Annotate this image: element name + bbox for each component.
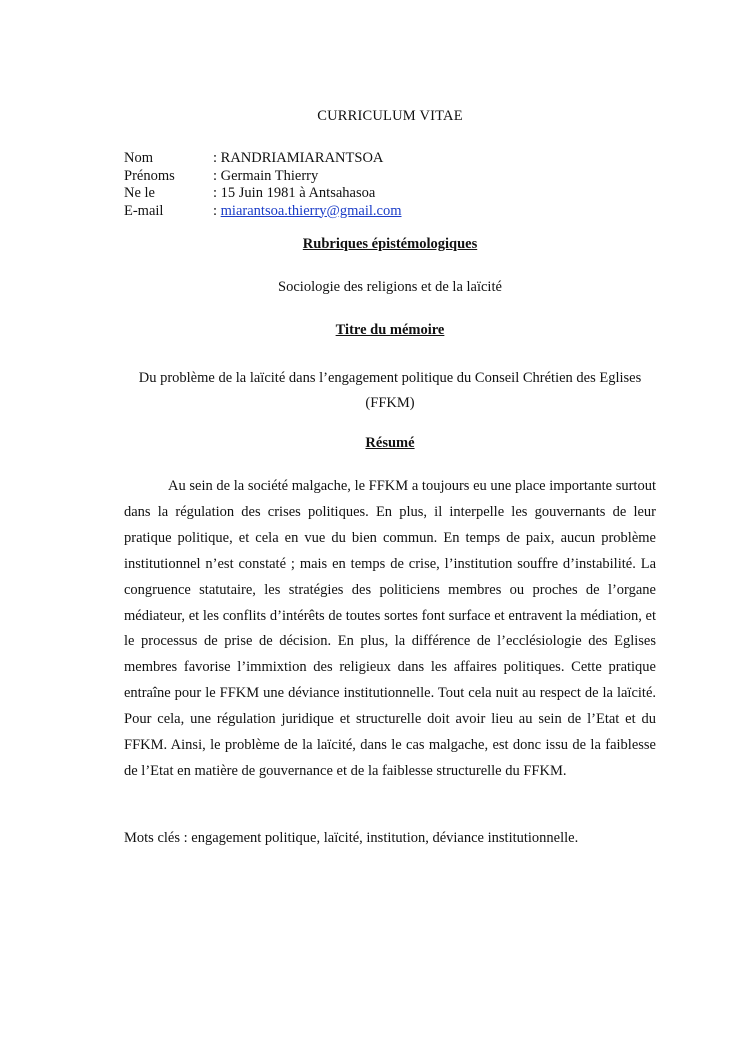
email-link[interactable]: miarantsoa.thierry@gmail.com: [220, 202, 402, 219]
identity-value: : Germain Thierry: [213, 167, 319, 184]
identity-label: Prénoms: [124, 167, 175, 184]
email-value: [213, 203, 402, 221]
identity-row-prenoms: [124, 168, 656, 186]
rubriques-heading-text: Rubriques épistémologiques: [302, 236, 478, 252]
identity-row-email: [124, 203, 656, 221]
email-prefix: :: [213, 202, 221, 219]
resume-heading: [124, 435, 656, 452]
identity-value: : RANDRIAMIARANTSOA: [213, 150, 384, 166]
memoire-heading-text: Titre du mémoire: [335, 322, 445, 338]
rubriques-heading: [124, 236, 656, 253]
identity-label: Nom: [124, 150, 153, 166]
resume-heading-text: Résumé: [365, 435, 415, 451]
identity-row-birth: [124, 185, 656, 203]
identity-label: E-mail: [124, 202, 164, 219]
identity-block: [124, 150, 656, 220]
identity-row-nom: [124, 150, 656, 168]
rubriques-text: Sociologie des religions et de la laïcité: [278, 279, 502, 295]
cv-title: CURRICULUM VITAE: [317, 108, 463, 124]
memoire-title: Du problème de la laïcité dans l’engagement politique du Conseil Chrétien des Eglises (FFKM): [138, 370, 642, 411]
resume-paragraph: Au sein de la société malgache, le FFKM a toujours eu une place importante surtout dans la régulation des crises politiques. En plus, il interpelle les gouvernants de leur pratique politique, et cela en vue du bien commun. En temps de paix, aucun problème institutionnel n’est constaté ; mais en temps de crise, l’institution souffre d’instabilité. La congruence statutaire, les stratégies des politiciens membres ou proches de l’organe médiateur, et les conflits d’intérêts de toutes sortes font surface et entravent la médiation, et le processus de prise de décision. En plus, la différence de l’ecclésiologie des Eglises membres favorise l’immixtion des religieux dans les affaires politiques. Cette pratique entraîne pour le FFKM une déviance institutionnelle. Tout cela nuit au respect de la laïcité. Pour cela, une régulation juridique et structurelle doit avoir lieu au sein de l’Etat et du FFKM. Ainsi, le problème de la laïcité, dans le cas malgache, est donc issu de la faiblesse de l’Etat en matière de gouvernance et de la faiblesse structurelle du FFKM.: [124, 478, 656, 779]
identity-value: : 15 Juin 1981 à Antsahasoa: [213, 185, 376, 201]
identity-label: Ne le: [124, 185, 155, 201]
memoire-heading: [124, 322, 656, 339]
keywords-line: Mots clés : engagement politique, laïcité, institution, déviance institutionnelle.: [124, 830, 579, 846]
